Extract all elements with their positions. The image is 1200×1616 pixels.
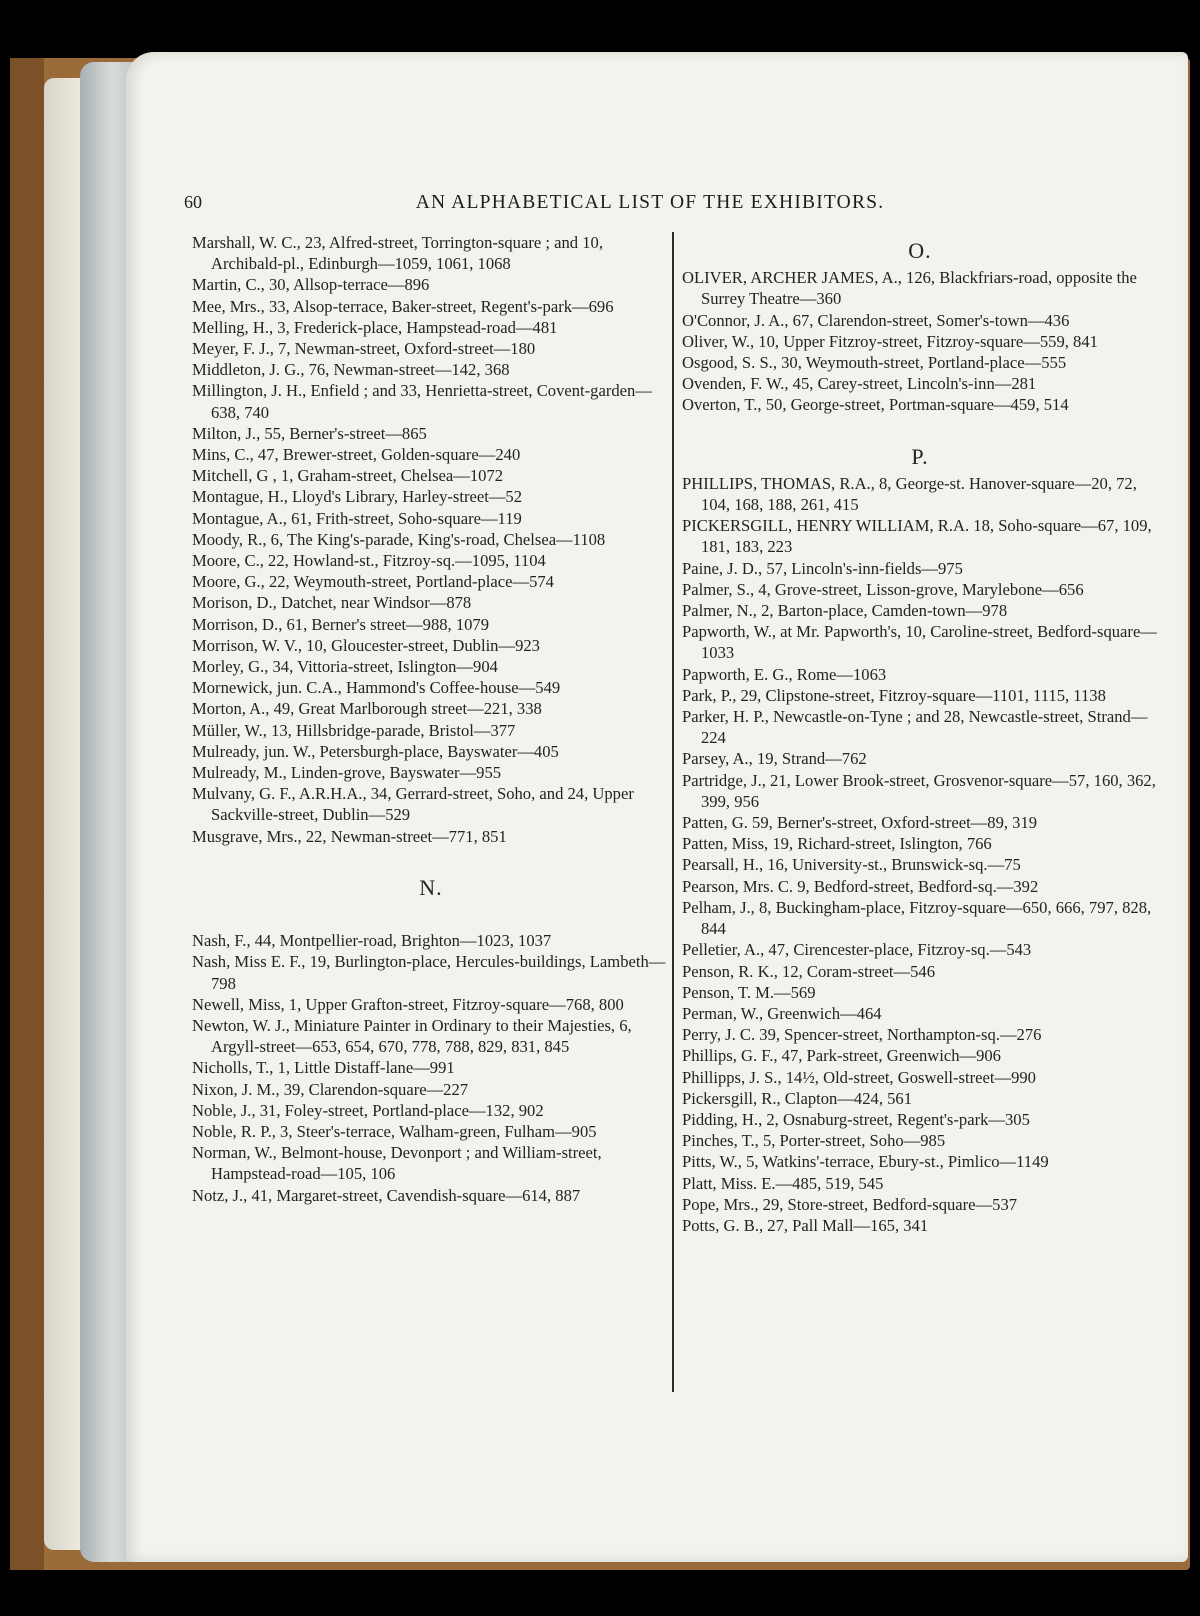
page-number: 60 <box>184 192 202 212</box>
exhibitor-entry: Osgood, S. S., 30, Weymouth-street, Portland-place—555 <box>682 353 1067 373</box>
exhibitor-entry: Pidding, H., 2, Osnaburg-street, Regent's-park—305 <box>682 1109 1030 1129</box>
exhibitor-entry: Mee, Mrs., 33, Alsop-terrace, Baker-street, Regent's-park—696 <box>192 296 614 316</box>
exhibitor-entry: Pelham, J., 8, Buckingham-place, Fitzroy-square—650, 666, 797, 828, 844 <box>682 897 1152 939</box>
exhibitor-entry: Nicholls, T., 1, Little Distaff-lane—991 <box>192 1058 455 1078</box>
exhibitor-entry: Patten, Miss, 19, Richard-street, Islington, 766 <box>682 834 992 854</box>
exhibitor-entry: Pinches, T., 5, Porter-street, Soho—985 <box>682 1131 946 1151</box>
exhibitor-entry: Martin, C., 30, Allsop-terrace—896 <box>192 275 430 295</box>
exhibitor-entry: Mulready, jun. W., Petersburgh-place, Bayswater—405 <box>192 741 559 761</box>
exhibitor-entry: Musgrave, Mrs., 22, Newman-street—771, 851 <box>192 826 507 846</box>
exhibitor-entry: Perman, W., Greenwich—464 <box>682 1003 882 1023</box>
exhibitor-entry: PICKERSGILL, HENRY WILLIAM, R.A. 18, Soho-square—67, 109, 181, 183, 223 <box>682 516 1152 557</box>
exhibitor-entry: Meyer, F. J., 7, Newman-street, Oxford-street—180 <box>192 339 536 359</box>
exhibitor-entry: Middleton, J. G., 76, Newman-street—142, 368 <box>192 360 510 380</box>
exhibitor-entry: Morrison, W. V., 10, Gloucester-street, Dublin—923 <box>192 635 540 655</box>
left-column <box>192 232 670 1206</box>
exhibitor-entry: Montague, A., 61, Frith-street, Soho-square—119 <box>192 508 522 528</box>
exhibitor-entry: Nash, Miss E. F., 19, Burlington-place, Hercules-buildings, Lambeth—798 <box>192 952 666 993</box>
exhibitor-entry: Noble, R. P., 3, Steer's-terrace, Walham-green, Fulham—905 <box>192 1121 597 1141</box>
running-title: AN ALPHABETICAL LIST OF THE EXHIBITORS. <box>415 192 885 213</box>
exhibitor-entry: Notz, J., 41, Margaret-street, Cavendish-square—614, 887 <box>192 1185 581 1205</box>
exhibitor-entry: Phillips, G. F., 47, Park-street, Greenwich—906 <box>682 1046 1001 1066</box>
exhibitor-entry: Palmer, S., 4, Grove-street, Lisson-grove, Marylebone—656 <box>682 579 1084 599</box>
exhibitor-entry: Moore, G., 22, Weymouth-street, Portland-place—574 <box>192 572 554 592</box>
exhibitor-entry: Potts, G. B., 27, Pall Mall—165, 341 <box>682 1215 929 1235</box>
exhibitor-entry: Nash, F., 44, Montpellier-road, Brighton—1023, 1037 <box>192 931 552 951</box>
exhibitor-entry: Pitts, W., 5, Watkins'-terrace, Ebury-st., Pimlico—1149 <box>682 1152 1049 1172</box>
exhibitor-entry: Patten, G. 59, Berner's-street, Oxford-street—89, 319 <box>682 813 1038 833</box>
exhibitor-entry: Palmer, N., 2, Barton-place, Camden-town—978 <box>682 601 1008 621</box>
section-spacer <box>192 904 670 930</box>
exhibitor-entry: Marshall, W. C., 23, Alfred-street, Torrington-square ; and 10, Archibald-pl., Edinburgh—1059, 1061, 1068 <box>192 233 603 274</box>
exhibitor-entry: Parker, H. P., Newcastle-on-Tyne ; and 28, Newcastle-street, Strand—224 <box>682 707 1148 748</box>
section-letter-heading: P. <box>911 443 929 469</box>
section-letter-heading: O. <box>908 238 932 263</box>
exhibitor-entry: Phillipps, J. S., 14½, Old-street, Goswell-street—990 <box>682 1067 1036 1087</box>
exhibitor-entry: Papworth, W., at Mr. Papworth's, 10, Caroline-street, Bedford-square—1033 <box>682 622 1157 663</box>
exhibitor-entry: Platt, Miss. E.—485, 519, 545 <box>682 1173 884 1193</box>
exhibitor-entry: Müller, W., 13, Hillsbridge-parade, Bristol—377 <box>192 720 516 740</box>
exhibitor-entry: Pickersgill, R., Clapton—424, 561 <box>682 1088 913 1108</box>
column-divider <box>672 232 674 1392</box>
exhibitor-entry: Newton, W. J., Miniature Painter in Ordinary to their Majesties, 6, Argyll-street—653, 654, 670, 778, 788, 829, 831, 845 <box>192 1015 632 1057</box>
exhibitor-entry: PHILLIPS, THOMAS, R.A., 8, George-st. Hanover-square—20, 72, 104, 168, 188, 261, 415 <box>682 473 1137 515</box>
exhibitor-entry: Papworth, E. G., Rome—1063 <box>682 664 887 684</box>
exhibitor-entry: Oliver, W., 10, Upper Fitzroy-street, Fitzroy-square—559, 841 <box>682 331 1098 351</box>
exhibitor-entry: Ovenden, F. W., 45, Carey-street, Lincoln's-inn—281 <box>682 374 1037 394</box>
exhibitor-entry: Paine, J. D., 57, Lincoln's-inn-fields—975 <box>682 558 963 578</box>
exhibitor-entry: Melling, H., 3, Frederick-place, Hampstead-road—481 <box>192 317 558 337</box>
exhibitor-entry: Overton, T., 50, George-street, Portman-square—459, 514 <box>682 395 1069 415</box>
exhibitor-entry: Parsey, A., 19, Strand—762 <box>682 749 867 769</box>
exhibitor-entry: Partridge, J., 21, Lower Brook-street, Grosvenor-square—57, 160, 362, 399, 956 <box>682 770 1156 811</box>
exhibitor-entry: Newell, Miss, 1, Upper Grafton-street, Fitzroy-square—768, 800 <box>192 994 624 1014</box>
exhibitor-entry: Penson, R. K., 12, Coram-street—546 <box>682 961 936 981</box>
exhibitor-entry: Pope, Mrs., 29, Store-street, Bedford-square—537 <box>682 1194 1018 1214</box>
book-spine-edge <box>10 58 44 1570</box>
exhibitor-entry: Morley, G., 34, Vittoria-street, Islington—904 <box>192 657 498 677</box>
exhibitor-entry: OLIVER, ARCHER JAMES, A., 126, Blackfriars-road, opposite the Surrey Theatre—360 <box>682 268 1137 309</box>
exhibitor-entry: Montague, H., Lloyd's Library, Harley-street—52 <box>192 487 523 507</box>
exhibitor-entry: Millington, J. H., Enfield ; and 33, Henrietta-street, Covent-garden—638, 740 <box>192 381 652 422</box>
exhibitor-entry: Penson, T. M.—569 <box>682 982 816 1002</box>
exhibitor-entry: Mulready, M., Linden-grove, Bayswater—955 <box>192 763 502 783</box>
section-spacer <box>192 847 670 873</box>
exhibitor-entry: Pearsall, H., 16, University-st., Brunswick-sq.—75 <box>682 855 1021 875</box>
exhibitor-entry: Noble, J., 31, Foley-street, Portland-place—132, 902 <box>192 1100 544 1120</box>
exhibitor-entry: Mornewick, jun. C.A., Hammond's Coffee-house—549 <box>192 678 561 698</box>
exhibitor-entry: Pelletier, A., 47, Cirencester-place, Fitzroy-sq.—543 <box>682 940 1032 960</box>
exhibitor-entry: Pearson, Mrs. C. 9, Bedford-street, Bedford-sq.—392 <box>682 876 1039 896</box>
exhibitor-entry: Morton, A., 49, Great Marlborough street—221, 338 <box>192 699 542 719</box>
exhibitor-entry: Mitchell, G , 1, Graham-street, Chelsea—1072 <box>192 466 504 486</box>
exhibitor-entry: Milton, J., 55, Berner's-street—865 <box>192 423 427 443</box>
exhibitor-entry: Nixon, J. M., 39, Clarendon-square—227 <box>192 1079 469 1099</box>
section-letter-heading: N. <box>419 874 443 900</box>
exhibitor-entry: Norman, W., Belmont-house, Devonport ; and William-street, Hampstead-road—105, 106 <box>192 1143 602 1184</box>
exhibitor-entry: Mins, C., 47, Brewer-street, Golden-square—240 <box>192 445 521 465</box>
right-column <box>682 236 1158 1236</box>
exhibitor-entry: Mulvany, G. F., A.R.H.A., 34, Gerrard-street, Soho, and 24, Upper Sackville-street, Dublin—529 <box>192 784 634 825</box>
exhibitor-entry: O'Connor, J. A., 67, Clarendon-street, Somer's-town—436 <box>682 310 1070 330</box>
exhibitor-entry: Park, P., 29, Clipstone-street, Fitzroy-square—1101, 1115, 1138 <box>682 685 1106 705</box>
exhibitor-entry: Morrison, D., 61, Berner's street—988, 1079 <box>192 614 490 634</box>
exhibitor-entry: Morison, D., Datchet, near Windsor—878 <box>192 593 472 613</box>
exhibitor-entry: Moody, R., 6, The King's-parade, King's-road, Chelsea—1108 <box>192 529 606 549</box>
exhibitor-entry: Perry, J. C. 39, Spencer-street, Northampton-sq.—276 <box>682 1025 1042 1045</box>
exhibitor-entry: Moore, C., 22, Howland-st., Fitzroy-sq.—1095, 1104 <box>192 551 546 571</box>
section-spacer <box>682 416 1158 442</box>
